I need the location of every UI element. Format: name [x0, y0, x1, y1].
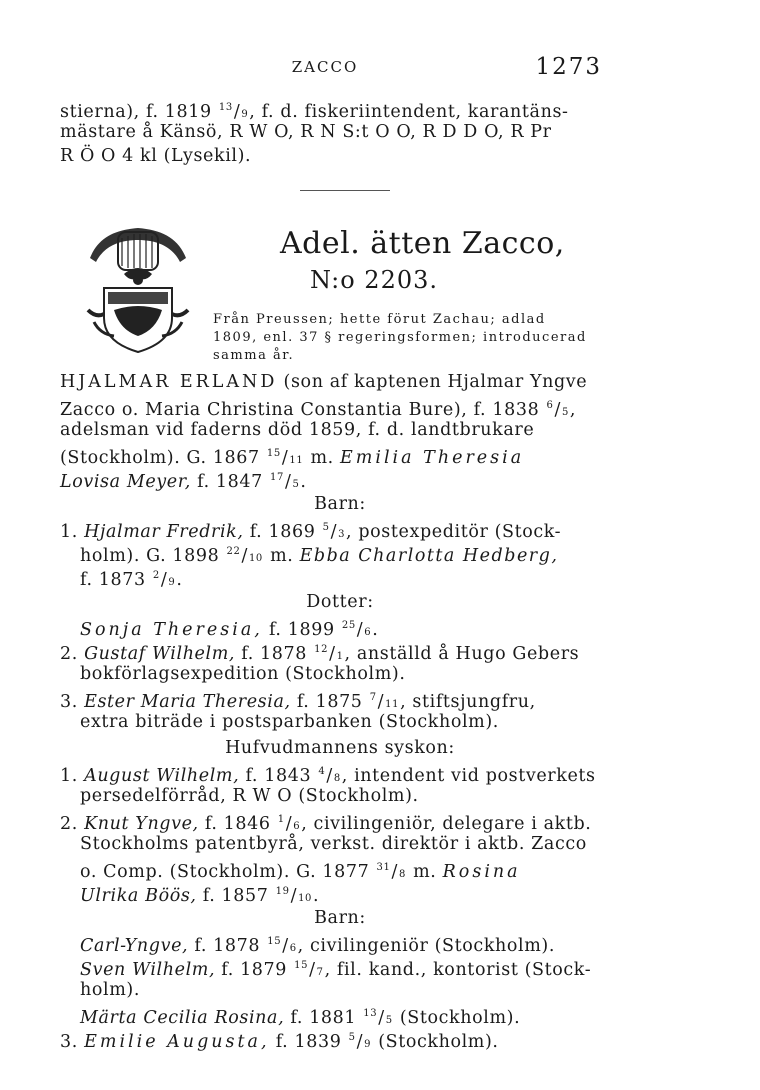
page-header — [0, 54, 760, 82]
entry-line: adelsman vid faderns död 1859, f. d. landtbrukare — [60, 420, 535, 440]
section-heading: Dotter: — [306, 592, 374, 612]
entry-line: Stockholms patentbyrå, verkst. direktör i aktb. Zacco — [80, 834, 587, 854]
entry-line: holm). G. 1898 $^{22}$/10 m. Ebba Charlotta Hedberg, — [80, 546, 559, 566]
entry-line: Lovisa Meyer, f. 1847 $^{17}$/5. — [60, 472, 307, 492]
entry-line: 2. Knut Yngve, f. 1846 $^1$/6, civilingeniör, delegare i aktb. — [60, 814, 592, 834]
entry-line: stierna), f. 1819 $^{13}$/9, f. d. fiskeriintendent, karantäns- — [60, 102, 569, 122]
entry-line: Sven Wilhelm, f. 1879 $^{15}$/7, fil. kand., kontorist (Stock- — [80, 960, 592, 980]
entry-line: mästare å Känsö, R W O, R N S:t O O, R D D O, R Pr — [60, 122, 552, 142]
section-heading: Barn: — [314, 494, 366, 514]
family-origin-line: samma år. — [213, 348, 295, 363]
entry-line: 3. Emilie Augusta, f. 1839 $^5$/9 (Stockholm). — [60, 1032, 499, 1052]
entry-line: Ulrika Böös, f. 1857 $^{19}$/10. — [80, 886, 320, 906]
entry-line: f. 1873 $^2$/9. — [80, 570, 183, 590]
entry-line: o. Comp. (Stockholm). G. 1877 $^{31}$/8 m. Rosina — [80, 862, 521, 882]
entry-line: bokförlagsexpedition (Stockholm). — [80, 664, 406, 684]
running-title: ZACCO — [291, 58, 359, 76]
family-title: Adel. ätten Zacco, — [280, 226, 565, 261]
coat-of-arms-icon — [84, 218, 192, 358]
entry-line: Sonja Theresia, f. 1899 $^{25}$/6. — [80, 620, 379, 640]
entry-line: (Stockholm). G. 1867 $^{15}$/11 m. Emilia Theresia — [60, 448, 525, 468]
entry-line: 3. Ester Maria Theresia, f. 1875 $^7$/11, stiftsjungfru, — [60, 692, 536, 712]
entry-line: persedelförråd, R W O (Stockholm). — [80, 786, 419, 806]
entry-line: 2. Gustaf Wilhelm, f. 1878 $^{12}$/1, anställd å Hugo Gebers — [60, 644, 580, 664]
section-heading: Barn: — [314, 908, 366, 928]
page-number: 1273 — [535, 54, 602, 80]
family-origin-line: 1809, enl. 37 § regeringsformen; introducerad — [213, 330, 587, 345]
entry-line: HJALMAR ERLAND (son af kaptenen Hjalmar Yngve — [60, 372, 588, 392]
entry-line: holm). — [80, 980, 140, 1000]
family-number: N:o 2203. — [310, 266, 439, 294]
section-heading: Hufvudmannens syskon: — [225, 738, 455, 758]
entry-line: Märta Cecilia Rosina, f. 1881 $^{13}$/5 (Stockholm). — [80, 1008, 521, 1028]
entry-line: extra biträde i postsparbanken (Stockholm). — [80, 712, 499, 732]
entry-line: 1. August Wilhelm, f. 1843 $^4$/8, intendent vid postverkets — [60, 766, 596, 786]
entry-line: 1. Hjalmar Fredrik, f. 1869 $^5$/3, postexpeditör (Stock- — [60, 522, 562, 542]
entry-line: Zacco o. Maria Christina Constantia Bure), f. 1838 $^6$/5, — [60, 400, 577, 420]
entry-line: R Ö O 4 kl (Lysekil). — [60, 146, 252, 166]
divider-rule — [300, 190, 390, 191]
family-origin-line: Från Preussen; hette förut Zachau; adlad — [213, 312, 546, 327]
entry-line: Carl-Yngve, f. 1878 $^{15}$/6, civilingeniör (Stockholm). — [80, 936, 556, 956]
